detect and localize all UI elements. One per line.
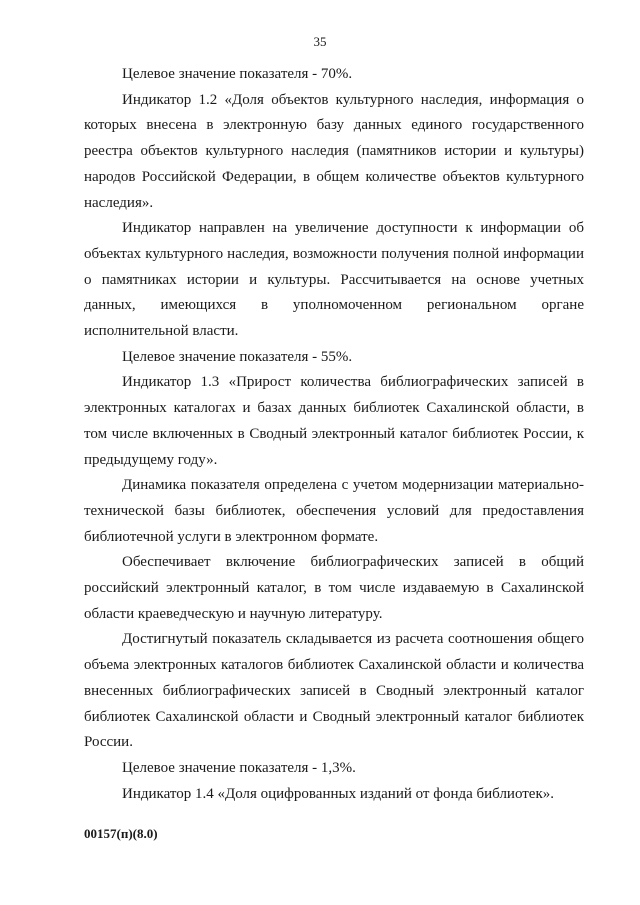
paragraph-indicator-1-3: Индикатор 1.3 «Прирост количества библиографических записей в электронных каталогах и базах данных библиотек Сахалинской области, в том числе включенных в Сводный электронный каталог библиотек России, к предыдущему году». xyxy=(84,374,584,468)
paragraph-indicator-1-2-description: Индикатор направлен на увеличение доступности к информации об объектах культурного наследия, возможности получения полной информации о памятниках истории и культуры. Рассчитывается на основе учетных данных, имеющихся в уполномоченном региональном органе исполнительной власти. xyxy=(84,220,584,340)
paragraph-target-55: Целевое значение показателя - 55%. xyxy=(122,348,353,365)
paragraph-dynamics: Динамика показателя определена с учетом модернизации материально-технической базы библиотек, обеспечения условий для предоставления библиотечной услуги в электронном формате. xyxy=(84,477,584,545)
paragraph-target-1-3: Целевое значение показателя - 1,3%. xyxy=(122,759,356,776)
paragraph-indicator-1-4: Индикатор 1.4 «Доля оцифрованных изданий от фонда библиотек». xyxy=(122,785,555,802)
document-body xyxy=(84,62,584,807)
paragraph-target-70: Целевое значение показателя - 70%. xyxy=(122,66,353,82)
paragraph-provides-inclusion: Обеспечивает включение библиографических записей в общий российский электронный каталог, в том числе издаваемую в Сахалинской области краеведческую и научную литературу. xyxy=(84,554,584,622)
page-number: 35 xyxy=(313,34,327,49)
footer-document-code: 00157(п)(8.0) xyxy=(84,826,158,841)
paragraph-indicator-1-2: Индикатор 1.2 «Доля объектов культурного наследия, информация о которых внесена в электронную базу данных единого государственного реестра объектов культурного наследия (памятников истории и культуры) народов Российской Федерации, в общем количестве объектов культурного наследия». xyxy=(84,91,584,211)
paragraph-calculation: Достигнутый показатель складывается из расчета соотношения общего объема электронных каталогов библиотек Сахалинской области и количества внесенных библиографических записей в Сводный электронный каталог библиотек Сахалинской области и Сводный электронный каталог библиотек России. xyxy=(84,631,584,751)
